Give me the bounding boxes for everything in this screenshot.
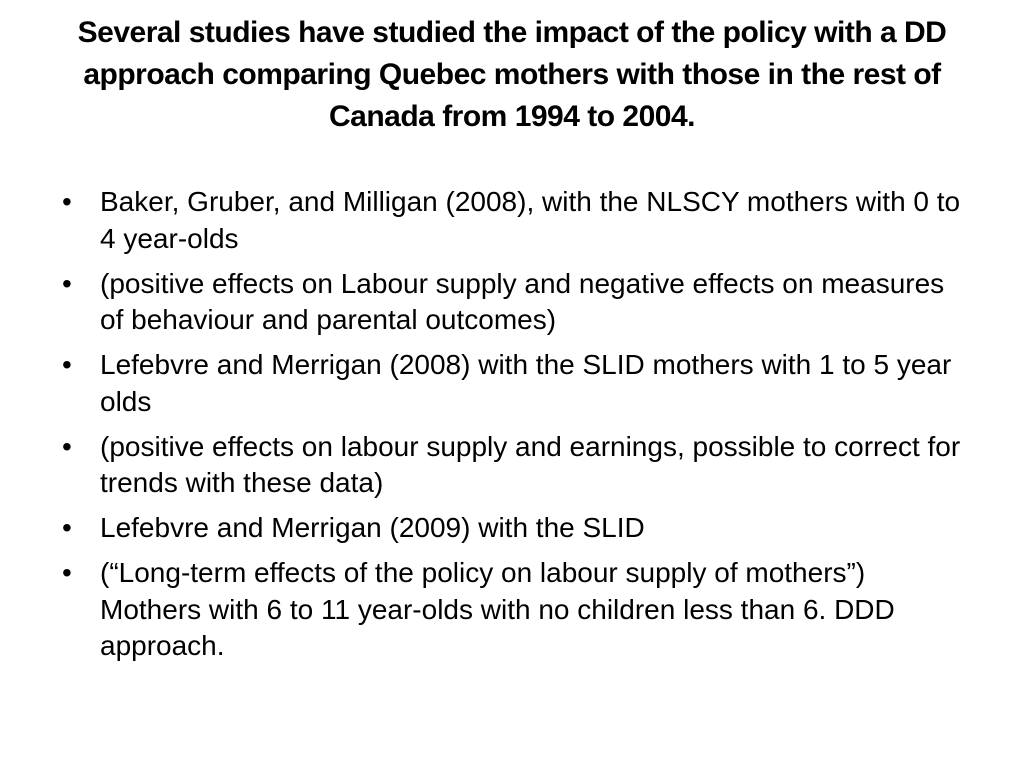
bullet-text: (“Long-term effects of the policy on labour supply of mothers”) Mothers with 6 to 11 year-olds with no children less than 6. DDD approach. (100, 557, 895, 661)
bullet-text: Lefebvre and Merrigan (2008) with the SLID mothers with 1 to 5 year olds (100, 349, 952, 417)
bullet-item-positive-effects-labour-behaviour (62, 266, 972, 339)
bullet-icon: • (62, 267, 72, 299)
bullet-text: Baker, Gruber, and Milligan (2008), with the NLSCY mothers with 0 to 4 year-olds (100, 186, 961, 254)
bullet-icon: • (62, 512, 72, 543)
bullet-icon: • (62, 557, 72, 588)
bullet-icon: • (62, 430, 72, 462)
bullet-item-long-term-effects (62, 555, 972, 665)
bullet-item-lefebvre-merrigan-2008 (62, 347, 972, 420)
bullet-item-baker-gruber-milligan (62, 184, 972, 257)
slide-title: Several studies have studied the impact of the policy with a DD approach comparing Quebec mothers with those in the rest of Canada from 1994 to 2004. (77, 16, 947, 133)
bullet-item-positive-effects-earnings (62, 429, 972, 502)
bullet-text: (positive effects on Labour supply and negative effects on measures of behaviour and parental outcomes) (100, 267, 945, 335)
bullet-text: Lefebvre and Merrigan (2009) with the SLID (100, 512, 645, 543)
bullet-icon: • (62, 186, 72, 217)
bullet-text: (positive effects on labour supply and earnings, possible to correct for trends with these data) (100, 430, 961, 498)
bullet-list (62, 184, 972, 673)
bullet-icon: • (62, 349, 72, 380)
bullet-item-lefebvre-merrigan-2009 (62, 510, 972, 547)
